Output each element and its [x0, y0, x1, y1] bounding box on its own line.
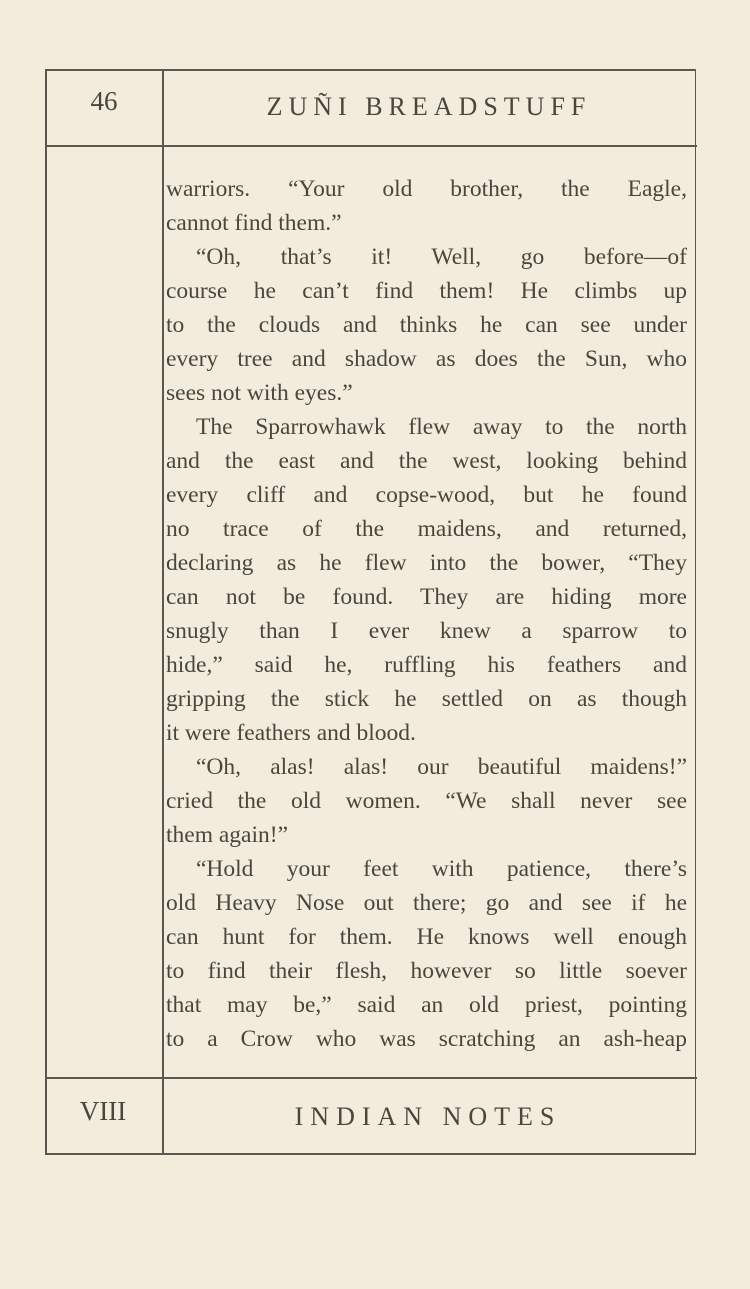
page-number: 46: [90, 86, 118, 116]
text-line: hide,” said he, ruffling his feathers and: [166, 652, 687, 678]
text-line: gripping the stick he settled on as though: [166, 686, 687, 712]
text-line: declaring as he flew into the bower, “They: [166, 550, 687, 576]
text-line: “Hold your feet with patience, there’s: [196, 856, 687, 882]
text-line: to the clouds and thinks he can see under: [166, 312, 687, 338]
header-rule: [45, 145, 697, 147]
body-text: [166, 172, 687, 1056]
footer-rule: [45, 1077, 697, 1079]
text-line: sees not with eyes.”: [166, 380, 353, 406]
section-number: VIII: [79, 1096, 127, 1126]
text-line: every cliff and copse-wood, but he found: [166, 482, 687, 508]
text-line: warriors. “Your old brother, the Eagle,: [166, 176, 687, 202]
text-line: every tree and shadow as does the Sun, who: [166, 346, 687, 372]
text-line: “Oh, that’s it! Well, go before—of: [196, 244, 687, 270]
text-line: cried the old women. “We shall never see: [166, 788, 687, 814]
text-line: cannot find them.”: [166, 210, 342, 236]
text-line: and the east and the west, looking behind: [166, 448, 687, 474]
text-line: old Heavy Nose out there; go and see if he: [166, 890, 687, 916]
column-rule: [162, 70, 164, 1154]
text-line: to a Crow who was scratching an ash-heap: [166, 1026, 687, 1052]
text-line: The Sparrowhawk flew away to the north: [196, 414, 687, 440]
text-line: that may be,” said an old priest, pointing: [166, 992, 687, 1018]
text-line: course he can’t find them! He climbs up: [166, 278, 687, 304]
text-line: can hunt for them. He knows well enough: [166, 924, 687, 950]
text-line: can not be found. They are hiding more: [166, 584, 687, 610]
text-line: snugly than I ever knew a sparrow to: [166, 618, 687, 644]
text-line: it were feathers and blood.: [166, 720, 416, 746]
text-line: no trace of the maidens, and returned,: [166, 516, 687, 542]
text-line: to find their flesh, however so little soever: [166, 958, 687, 984]
footer-title: INDIAN NOTES: [294, 1102, 562, 1131]
running-title: ZUÑI BREADSTUFF: [266, 92, 592, 121]
text-line: “Oh, alas! alas! our beautiful maidens!”: [196, 754, 687, 780]
text-line: them again!”: [166, 822, 289, 848]
